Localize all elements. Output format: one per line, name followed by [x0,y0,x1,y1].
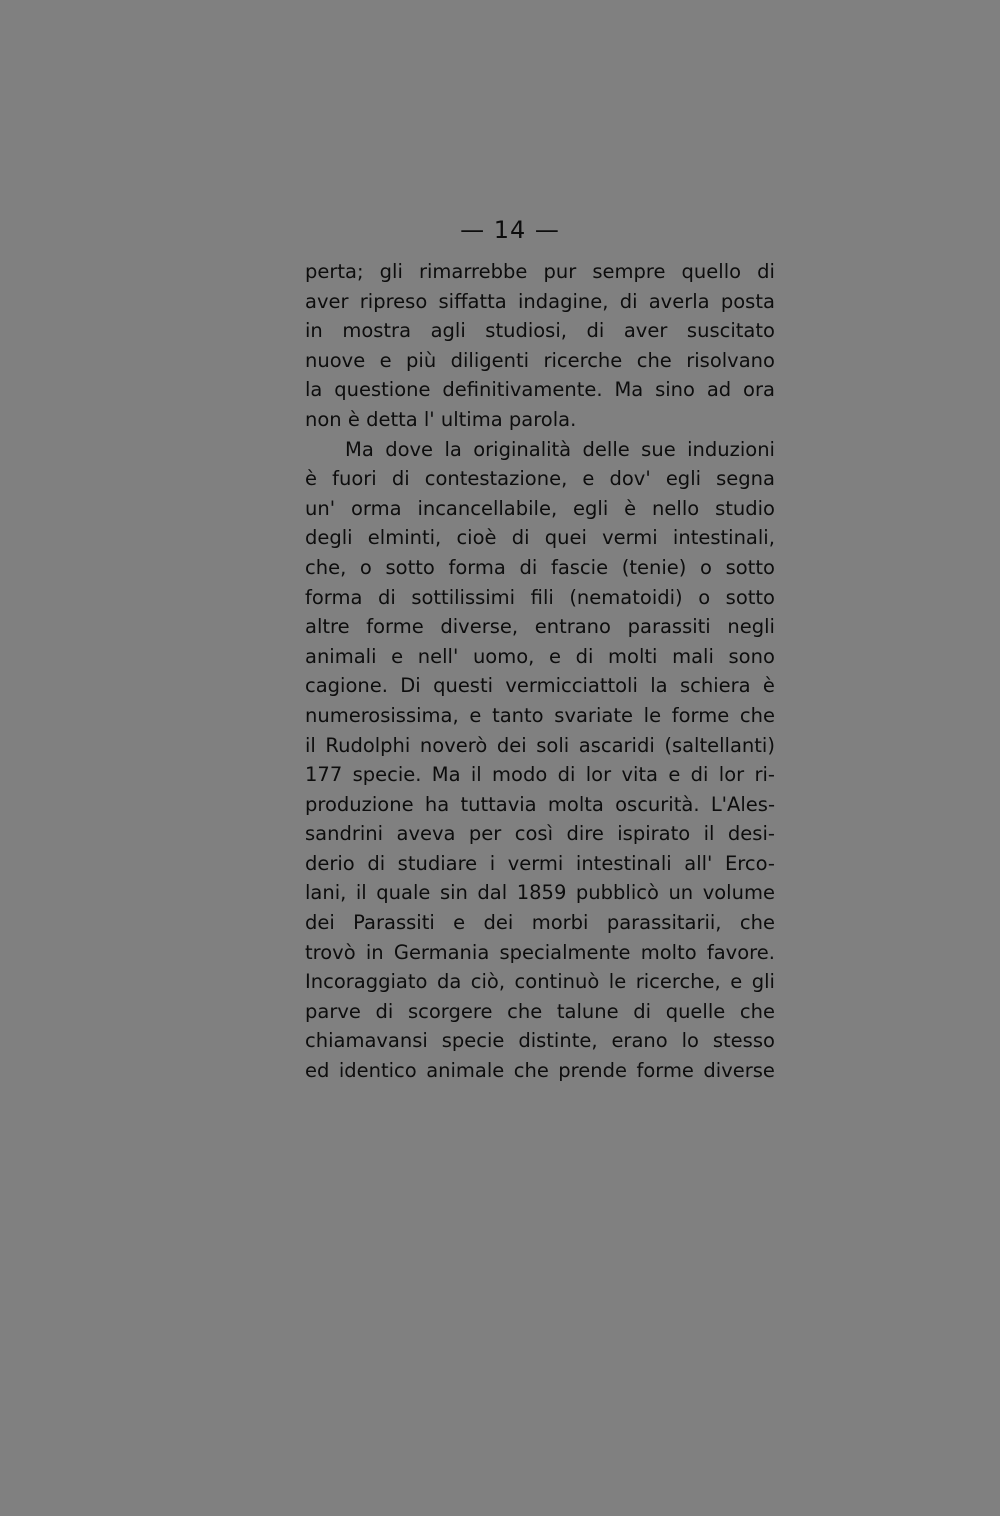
word: di [557,763,576,787]
word: di [690,763,709,787]
word: Erco- [724,851,775,875]
word: ispirato [617,822,691,846]
word: le [643,703,662,727]
word: egli [573,496,609,520]
word: mali [672,644,714,668]
word: sin [439,881,468,905]
word: che [513,1059,549,1083]
text-line [305,523,775,553]
word: siffatta [438,289,507,313]
word: lani, [305,881,347,905]
word: un [668,881,694,905]
word: uomo, [472,644,535,668]
word: perta; [305,260,364,283]
word: studiosi, [485,319,567,343]
word: entrano [534,615,611,639]
word: dei [483,911,514,935]
word: quelle [665,999,726,1023]
word: pur [543,260,577,283]
text-line [305,908,775,938]
word: vermi [507,851,564,875]
word: erano [611,1029,668,1053]
text-line [305,405,775,435]
text-line [305,346,775,376]
word: sandrini [305,822,384,846]
word: di [377,585,396,609]
word: o [698,585,711,609]
text-line [305,967,775,997]
word: sotto [385,555,435,579]
word: il [470,763,482,787]
word: è [762,674,775,698]
word: aveva [396,822,456,846]
word: dov' [609,467,651,491]
word: rimarrebbe [418,260,528,283]
word: intestinali, [672,526,775,550]
word: parve [305,999,361,1023]
word: nell' [417,644,459,668]
word: in [365,940,384,964]
word: morbi [531,911,589,935]
word: numerosissima, [305,703,459,727]
word: i [489,851,496,875]
word: tuttavia [460,792,537,816]
word: agli [430,319,466,343]
word: segna [716,467,775,491]
word: derio [305,851,355,875]
word: parola. [508,407,577,431]
word: il [305,733,316,757]
word: dove [385,437,434,461]
word: o [700,555,712,579]
word: dal [477,881,508,905]
text-line [305,612,775,642]
word: egli [665,467,702,491]
word: cioè [456,526,497,550]
word: quello [681,260,742,283]
word: (saltellanti) [664,733,775,757]
word: questione [334,378,431,402]
word: produzione [305,792,414,816]
word: più [406,348,437,372]
word: ora [743,378,775,402]
word: vermi [602,526,658,550]
word: nuove [305,348,366,372]
word: schiera [679,674,751,698]
word: molta [547,792,604,816]
word: di [375,999,394,1023]
word: sottilissimi [411,585,516,609]
word: parassiti [627,615,711,639]
word: orma [350,496,402,520]
text-line [305,760,775,790]
word: di [511,526,530,550]
word: incancellabile, [417,496,558,520]
word: ed [305,1059,330,1083]
word: specialmente [499,940,631,964]
word: forma [305,585,363,609]
word: risolvano [686,348,775,372]
word: elminti, [367,526,442,550]
word: la [650,674,668,698]
word: intestinali [575,851,672,875]
word: ricerche [543,348,623,372]
word: fili [530,585,554,609]
word: desi- [727,822,775,846]
word: da [436,970,462,994]
word: ascaridi [578,733,655,757]
text-line [305,819,775,849]
word: (nematoidi) [569,585,683,609]
word: Ma [345,437,374,461]
word: di [391,467,410,491]
word: è [305,467,317,491]
word: sotto [725,555,775,579]
word: ad [706,378,732,402]
word: diligenti [450,348,530,372]
word: la [305,378,323,402]
word: studio [715,496,775,520]
word: molto [640,940,697,964]
word: che [507,999,543,1023]
word: di [575,644,594,668]
word: che [636,348,672,372]
word: detta [366,407,418,431]
word: o [359,555,372,579]
word: degli [305,526,353,550]
text-line [305,790,775,820]
word: animali [305,644,377,668]
word: altre [305,615,350,639]
text-line [305,375,775,405]
word: suscitato [686,319,775,343]
word: in [305,319,323,343]
word: forme [671,703,730,727]
text-line [305,642,775,672]
word: delle [582,437,630,461]
word: Germania [393,940,490,964]
word: talune [556,999,619,1023]
word: e [549,644,561,668]
word: dei [496,733,527,757]
word: sempre [592,260,666,283]
word: contestazione, [424,467,568,491]
word: sue [641,437,676,461]
word: specie. [352,763,422,787]
word: Parassiti [353,911,435,935]
word: Rudolphi [325,733,411,757]
word: definitivamente. [442,378,603,402]
page-number: — 14 — [460,216,560,244]
word: volume [702,881,775,905]
word: scorgere [408,999,493,1023]
word: mostra [342,319,412,343]
word: vermicciattoli [505,674,638,698]
word: Incoraggiato [305,970,428,994]
word: e [391,644,404,668]
text-line [305,494,775,524]
text-line [305,464,775,494]
text-line [305,553,775,583]
word: forme [636,1059,694,1083]
word: (tenie) [621,555,687,579]
word: e [730,970,743,994]
word: trovò [305,940,356,964]
text-line [305,997,775,1027]
word: di [757,260,775,283]
word: e [379,348,392,372]
word: pubblicò [575,881,659,905]
word: identico [338,1059,417,1083]
word: è [347,407,360,431]
word: ha [424,792,450,816]
word: tanto [492,703,544,727]
word: specie [441,1029,505,1053]
word: averla [648,289,710,313]
word: di [586,319,605,343]
body-text [305,257,775,1086]
word: gli [751,970,775,994]
word: vita [621,763,658,787]
word: posta [720,289,775,313]
word: soli [536,733,570,757]
word: all' [684,851,713,875]
word: e [469,703,482,727]
word: di [619,289,638,313]
word: questi [433,674,494,698]
word: e [668,763,681,787]
text-line [305,731,775,761]
word: la [444,437,462,461]
word: ultima [440,407,503,431]
word: continuò [514,970,600,994]
word: sino [655,378,695,402]
word: induzioni [687,437,775,461]
word: parassitarii, [606,911,722,935]
word: Ma [431,763,461,787]
word: cagione. [305,674,388,698]
word: originalità [473,437,572,461]
word: ripreso [359,289,428,313]
word: è [624,496,637,520]
word: dire [566,822,604,846]
text-line [305,316,775,346]
word: diverse [703,1059,775,1083]
word: che [739,999,775,1023]
word: che [739,911,775,935]
word: un' [305,496,336,520]
word: indagine, [517,289,609,313]
text-line [305,938,775,968]
word: forma [448,555,506,579]
text-line [305,257,775,287]
word: molti [608,644,658,668]
word: aver [305,289,349,313]
word: lor [585,763,612,787]
word: ciò, [470,970,506,994]
word: nello [652,496,700,520]
word: di [633,999,652,1023]
word: noverò [419,733,488,757]
word: oscurità. [615,792,700,816]
word: L'Ales- [710,792,775,816]
word: negli [727,615,775,639]
word: fascie [550,555,609,579]
word: di [519,555,538,579]
text-line [305,849,775,879]
word: sotto [725,585,775,609]
text-line [305,701,775,731]
word: che [739,703,775,727]
text-line [305,435,775,465]
word: che, [305,555,347,579]
word: prende [558,1059,627,1083]
word: Di [400,674,421,698]
word: quale [376,881,431,905]
word: fuori [332,467,377,491]
text-line [305,583,775,613]
word: così [514,822,553,846]
word: 177 [305,763,343,787]
word: gli [379,260,403,283]
word: ri- [754,763,775,787]
word: sono [728,644,775,668]
word: aver [623,319,668,343]
word: svariate [554,703,633,727]
word: favore. [706,940,775,964]
word: modo [492,763,548,787]
word: diverse, [440,615,519,639]
word: forme [366,615,424,639]
word: quei [544,526,587,550]
word: dei [305,911,335,935]
word: studiare [397,851,478,875]
word: chiamavansi [305,1029,428,1053]
word: stesso [712,1029,775,1053]
word: di [367,851,386,875]
word: Ma [614,378,644,402]
word: animale [426,1059,505,1083]
word: ricerche, [635,970,721,994]
word: lor [718,763,745,787]
word: distinte, [518,1029,598,1053]
text-line [305,1056,775,1086]
word: il [355,881,367,905]
word: lo [681,1029,699,1053]
word: le [608,970,627,994]
text-line [305,287,775,317]
word: e [453,911,466,935]
word: per [468,822,502,846]
word: e [582,467,595,491]
text-line [305,671,775,701]
word: non [305,407,342,431]
word: 1859 [516,881,567,905]
text-line [305,1026,775,1056]
word: l' [423,407,435,431]
text-line [305,878,775,908]
word: il [703,822,715,846]
